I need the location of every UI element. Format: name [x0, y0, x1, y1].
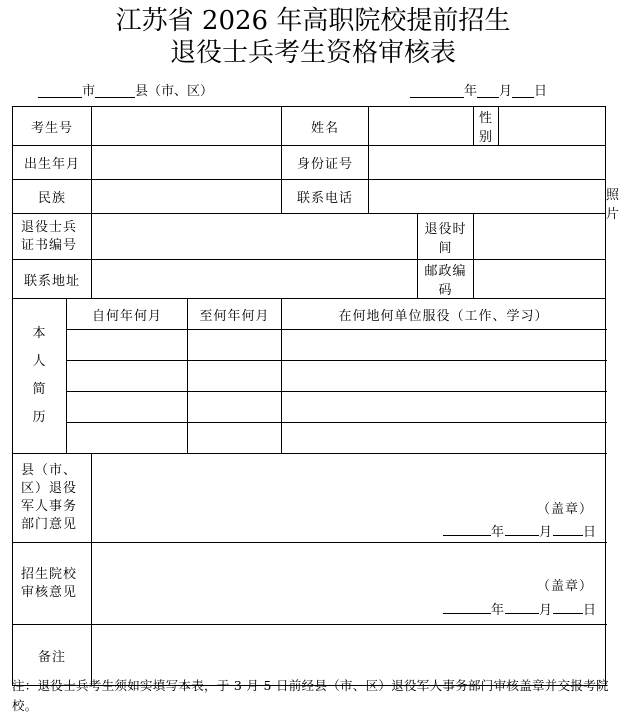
month-label: 月 — [538, 603, 553, 618]
school-opinion-label — [13, 543, 92, 625]
birth-input[interactable] — [92, 146, 282, 180]
resume-to-cell[interactable] — [188, 361, 282, 392]
school-date-line — [443, 599, 597, 618]
city-label: 市 — [82, 84, 96, 99]
county-opinion-label-line: 区）退役 — [21, 481, 78, 496]
day-label: 日 — [583, 525, 598, 540]
gender-label: 性别 — [474, 107, 499, 146]
address-input[interactable] — [92, 260, 418, 299]
resume-col-to: 至何年何月 — [188, 299, 282, 330]
school-seal-text: （盖章） — [537, 579, 594, 594]
postcode-label: 邮政编码 — [418, 260, 474, 299]
school-year-blank[interactable] — [443, 599, 491, 614]
year-blank[interactable] — [410, 83, 464, 98]
school-month-blank[interactable] — [505, 599, 539, 614]
name-label: 姓名 — [282, 107, 369, 146]
month-blank[interactable] — [477, 83, 499, 98]
county-opinion-label — [13, 454, 92, 543]
phone-label: 联系电话 — [282, 180, 369, 214]
gender-input[interactable] — [499, 107, 606, 146]
retire-time-input[interactable] — [474, 214, 606, 260]
ethnicity-label: 民族 — [13, 180, 92, 214]
county-opinion-label-line: 县（市、 — [21, 463, 78, 478]
address-label: 联系地址 — [13, 260, 92, 299]
cert-no-input[interactable] — [92, 214, 418, 260]
city-blank[interactable] — [38, 83, 82, 98]
location-line — [38, 82, 213, 102]
year-label: 年 — [490, 603, 505, 618]
id-no-input[interactable] — [369, 146, 606, 180]
retire-time-label: 退役时间 — [418, 214, 474, 260]
exam-no-label: 考生号 — [13, 107, 92, 146]
cert-no-label — [13, 214, 92, 260]
county-opinion-label-line: 军人事务 — [21, 499, 78, 514]
county-opinion-input[interactable] — [92, 454, 606, 543]
day-label: 日 — [534, 84, 548, 99]
month-label: 月 — [538, 525, 553, 540]
school-opinion-label-line: 招生院校 — [21, 566, 78, 582]
form-title-line1: 江苏省 2026 年高职院校提前招生 — [115, 6, 511, 36]
resume-col-where: 在何地何单位服役（工作、学习） — [282, 299, 606, 330]
county-seal-text: （盖章） — [537, 502, 594, 517]
resume-label — [13, 299, 67, 454]
remark-label: 备注 — [13, 625, 92, 686]
resume-to-cell[interactable] — [188, 330, 282, 361]
footnote: 注：退役士兵考生须如实填写本表，于 3 月 5 日前经县（市、区）退役军人事务部门审核盖章并交报考院校。 — [12, 678, 609, 713]
cert-no-label-line1: 退役士兵 — [21, 219, 78, 235]
county-opinion-label-line: 部门意见 — [21, 517, 78, 532]
name-input[interactable] — [369, 107, 474, 146]
county-day-blank[interactable] — [553, 521, 583, 536]
birth-label: 出生年月 — [13, 146, 92, 180]
school-day-blank[interactable] — [553, 599, 583, 614]
cert-no-label-line2: 证书编号 — [21, 237, 78, 253]
county-year-blank[interactable] — [443, 521, 491, 536]
resume-to-cell[interactable] — [188, 392, 282, 423]
resume-label-char: 本 — [32, 326, 47, 341]
county-date-line — [443, 521, 597, 540]
resume-label-char: 简 — [32, 382, 47, 397]
header-date-line — [410, 82, 547, 102]
resume-label-char: 人 — [32, 354, 47, 369]
resume-from-cell[interactable] — [67, 361, 188, 392]
resume-where-cell[interactable] — [282, 423, 606, 454]
school-opinion-input[interactable] — [92, 543, 606, 625]
resume-where-cell[interactable] — [282, 392, 606, 423]
resume-from-cell[interactable] — [67, 423, 188, 454]
year-label: 年 — [464, 84, 478, 99]
resume-to-cell[interactable] — [188, 423, 282, 454]
resume-from-cell[interactable] — [67, 392, 188, 423]
resume-label-char: 历 — [32, 410, 47, 425]
id-no-label: 身份证号 — [282, 146, 369, 180]
county-month-blank[interactable] — [505, 521, 539, 536]
county-label: 县（市、区） — [135, 84, 214, 99]
form-title-line2: 退役士兵考生资格审核表 — [169, 38, 456, 68]
postcode-input[interactable] — [474, 260, 606, 299]
year-label: 年 — [490, 525, 505, 540]
qualification-form-table: 考生号 姓名 性别 照片 出生年月 身份证号 民族 联系电话 退役士兵 证书编号 退役时间 联系地址 邮政编码 本 人 简 历 自何年何月 至何年何月 在何地何单位服役（工作、学习） 县（市、 区）退役 军人事务 部门意见 （盖章） 年 月 日 招生院校 审核意见 （盖章） 年 月 日 备注 — [12, 106, 606, 686]
exam-no-input[interactable] — [92, 107, 282, 146]
resume-col-from: 自何年何月 — [67, 299, 188, 330]
phone-input[interactable] — [369, 180, 606, 214]
resume-where-cell[interactable] — [282, 330, 606, 361]
resume-where-cell[interactable] — [282, 361, 606, 392]
day-blank[interactable] — [512, 83, 534, 98]
resume-from-cell[interactable] — [67, 330, 188, 361]
county-blank[interactable] — [95, 83, 135, 98]
school-opinion-label-line: 审核意见 — [21, 584, 78, 600]
day-label: 日 — [583, 603, 598, 618]
month-label: 月 — [499, 84, 513, 99]
ethnicity-input[interactable] — [92, 180, 282, 214]
